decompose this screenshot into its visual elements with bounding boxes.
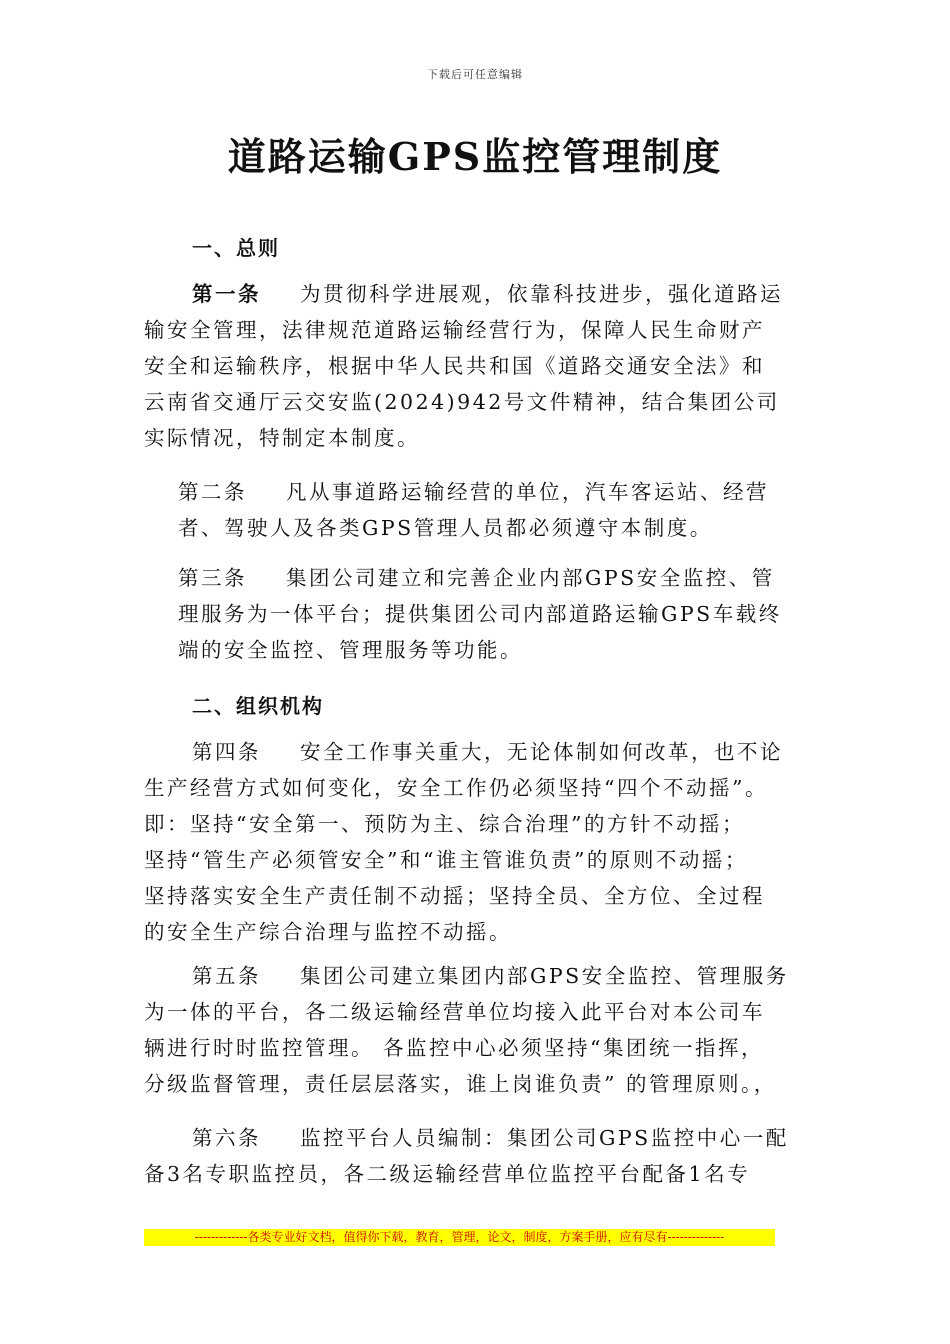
article-4-line: 的安全生产综合治理与监控不动摇。 <box>144 920 512 944</box>
article-4-line: 安全工作事关重大，无论体制如何改革，也不论 <box>300 740 783 764</box>
article-3-line: 集团公司建立和完善企业内部GPS安全监控、管 <box>286 566 775 590</box>
article-1-line: 输安全管理，法律规范道路运输经营行为，保障人民生命财产 <box>144 318 765 342</box>
article-2 <box>178 474 769 546</box>
article-6-continued <box>144 1156 750 1192</box>
article-6-line: 监控平台人员编制：集团公司GPS监控中心一配 <box>300 1126 789 1150</box>
article-1-line: 实际情况，特制定本制度。 <box>144 426 420 450</box>
article-5-line: 为一体的平台，各二级运输经营单位均接入此平台对本公司车 <box>144 1000 765 1024</box>
article-4 <box>192 734 783 770</box>
article-6-label: 第六条 <box>192 1126 261 1150</box>
document-title: 道路运输GPS监控管理制度 <box>227 134 723 179</box>
article-5-label: 第五条 <box>192 964 261 988</box>
article-5-continued <box>144 994 777 1102</box>
article-5-line: 辆进行时时监控管理。 各监控中心必须坚持“集团统一指挥， <box>144 1036 764 1060</box>
article-4-line: 坚持“管生产必须管安全”和“谁主管谁负责”的原则不动摇； <box>144 848 748 872</box>
article-4-line: 即：坚持“安全第一、预防为主、综合治理”的方针不动摇； <box>144 812 745 836</box>
article-3-label: 第三条 <box>178 566 247 590</box>
article-3-line: 理服务为一体平台；提供集团公司内部道路运输GPS车载终 <box>178 602 782 626</box>
header-note: 下载后可任意编辑 <box>427 68 523 81</box>
article-6-line: 备3名专职监控员，各二级运输经营单位监控平台配备1名专 <box>144 1162 751 1186</box>
article-4-line: 生产经营方式如何变化，安全工作仍必须坚持“四个不动摇”。 <box>144 776 768 800</box>
article-2-line: 凡从事道路运输经营的单位，汽车客运站、经营 <box>286 480 769 504</box>
article-6 <box>192 1120 789 1156</box>
article-1-continued <box>144 312 780 456</box>
article-2-line: 者、驾驶人及各类GPS管理人员都必须遵守本制度。 <box>178 516 713 540</box>
article-1 <box>192 276 783 312</box>
article-2-label: 第二条 <box>178 480 247 504</box>
footer-promo-banner: -------------各类专业好文档，值得你下载，教育，管理，论文，制度，方案手册，应有尽有-------------- <box>144 1229 775 1246</box>
article-1-label: 第一条 <box>192 282 261 306</box>
article-4-line: 坚持落实安全生产责任制不动摇；坚持全员、全方位、全过程 <box>144 884 765 908</box>
article-4-continued <box>144 770 768 950</box>
section-heading-general: 一、总则 <box>192 236 280 260</box>
article-1-line: 安全和运输秩序，根据中华人民共和国《道路交通安全法》和 <box>144 354 765 378</box>
article-1-line: 云南省交通厅云交安监(2024)942号文件精神，结合集团公司 <box>144 390 780 414</box>
article-5-line: 集团公司建立集团内部GPS安全监控、管理服务 <box>300 964 789 988</box>
article-5 <box>192 958 789 994</box>
article-1-line: 为贯彻科学进展观，依靠科技进步，强化道路运 <box>300 282 783 306</box>
article-4-label: 第四条 <box>192 740 261 764</box>
article-3 <box>178 560 782 668</box>
article-5-line: 分级监督管理，责任层层落实，谁上岗谁负责” 的管理原则。， <box>144 1072 777 1096</box>
section-heading-organization: 二、组织机构 <box>192 694 324 718</box>
article-3-line: 端的安全监控、管理服务等功能。 <box>178 638 523 662</box>
